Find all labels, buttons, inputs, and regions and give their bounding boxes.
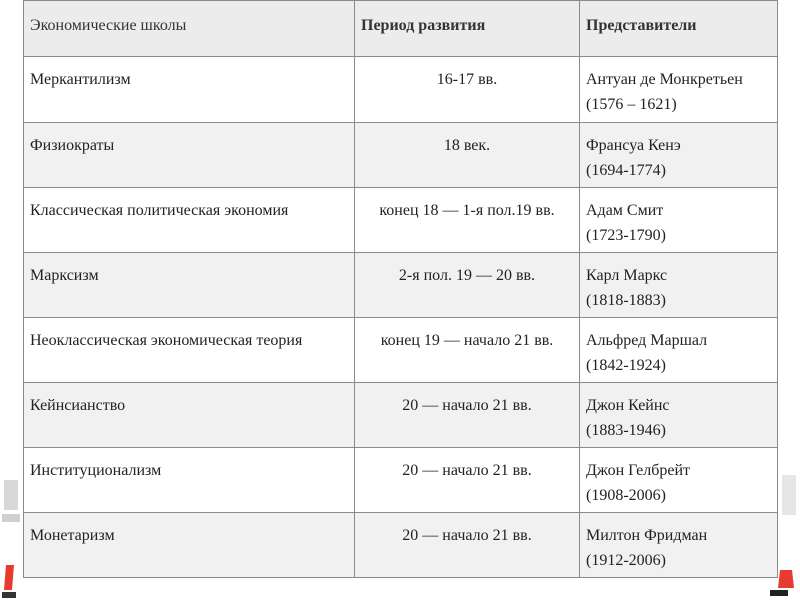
- school-cell: Монетаризм: [24, 513, 355, 578]
- header-schools: Экономические школы: [24, 1, 355, 57]
- period-cell: 20 — начало 21 вв.: [355, 513, 580, 578]
- economic-schools-table: [23, 0, 778, 578]
- representative-cell: [580, 513, 778, 578]
- representative-years: (1912-2006): [586, 552, 666, 569]
- representative-name: Адам Смит: [586, 202, 664, 219]
- table-row: [24, 383, 778, 448]
- representative-cell: [580, 383, 778, 448]
- table-row: [24, 253, 778, 318]
- representative-years: (1694-1774): [586, 162, 666, 179]
- school-cell: Классическая политическая экономия: [24, 188, 355, 253]
- representative-name: Альфред Маршал: [586, 332, 708, 349]
- representative-name: Антуан де Монкретьен: [586, 71, 743, 88]
- table-row: [24, 188, 778, 253]
- representative-name: Джон Кейнс: [586, 397, 670, 414]
- school-cell: Неоклассическая экономическая теория: [24, 318, 355, 383]
- school-cell: Физиократы: [24, 123, 355, 188]
- period-cell: 16-17 вв.: [355, 57, 580, 123]
- period-cell: 20 — начало 21 вв.: [355, 448, 580, 513]
- school-cell: Институционализм: [24, 448, 355, 513]
- representative-years: (1576 – 1621): [586, 96, 677, 113]
- period-cell: 18 век.: [355, 123, 580, 188]
- representative-years: (1818-1883): [586, 292, 666, 309]
- table-row: [24, 448, 778, 513]
- table-row: [24, 123, 778, 188]
- representative-cell: [580, 253, 778, 318]
- representative-cell: [580, 318, 778, 383]
- header-representatives: Представители: [580, 1, 778, 57]
- period-cell: 2-я пол. 19 — 20 вв.: [355, 253, 580, 318]
- school-cell: Меркантилизм: [24, 57, 355, 123]
- representative-cell: [580, 123, 778, 188]
- representative-cell: [580, 448, 778, 513]
- representative-name: Милтон Фридман: [586, 527, 708, 544]
- representative-cell: [580, 57, 778, 123]
- period-cell: конец 18 — 1-я пол.19 вв.: [355, 188, 580, 253]
- table-header-row: [24, 1, 778, 57]
- representative-cell: [580, 188, 778, 253]
- school-cell: Марксизм: [24, 253, 355, 318]
- period-cell: 20 — начало 21 вв.: [355, 383, 580, 448]
- period-cell: конец 19 — начало 21 вв.: [355, 318, 580, 383]
- table-row: [24, 513, 778, 578]
- school-cell: Кейнсианство: [24, 383, 355, 448]
- representative-years: (1883-1946): [586, 422, 666, 439]
- representative-name: Франсуа Кенэ: [586, 137, 681, 154]
- representative-years: (1908-2006): [586, 487, 666, 504]
- table-row: [24, 318, 778, 383]
- representative-name: Карл Маркс: [586, 267, 668, 284]
- representative-years: (1842-1924): [586, 357, 666, 374]
- representative-name: Джон Гелбрейт: [586, 462, 691, 479]
- representative-years: (1723-1790): [586, 227, 666, 244]
- table-row: [24, 57, 778, 123]
- header-period: Период развития: [355, 1, 580, 57]
